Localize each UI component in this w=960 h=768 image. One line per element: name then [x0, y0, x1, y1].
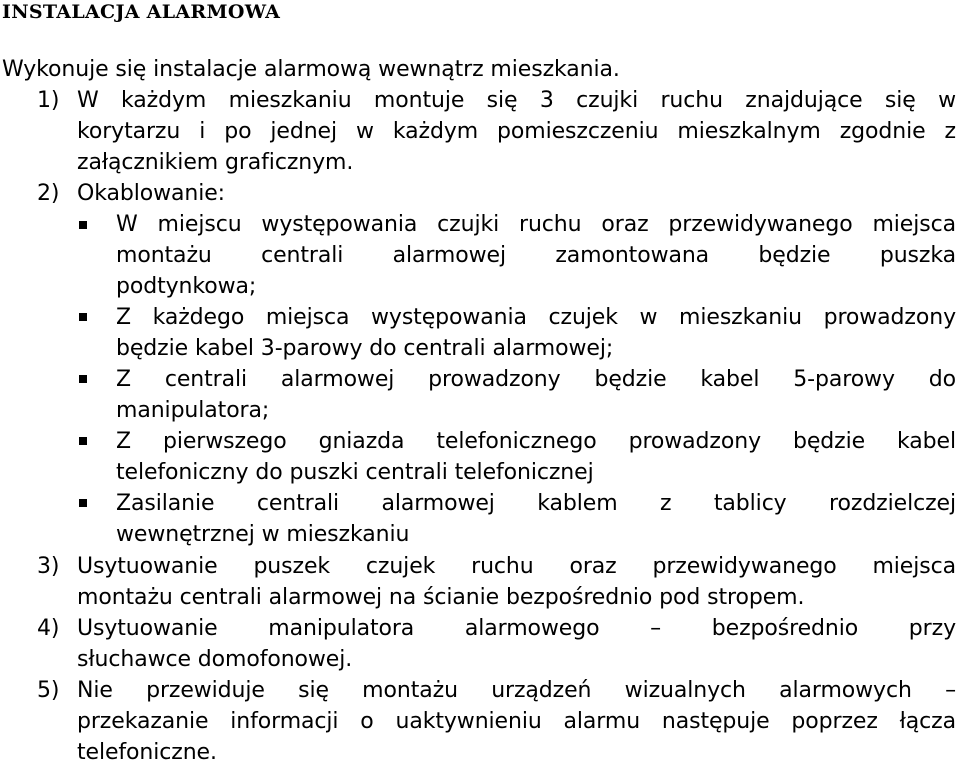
bullet3-line1: Z centrali alarmowej prowadzony będzie kabel 5-parowy do — [116, 367, 956, 392]
bullet1-line2: montażu centrali alarmowej zamontowana będzie puszka — [116, 243, 956, 268]
bullet2-line1: Z każdego miejsca występowania czujek w mieszkaniu prowadzony — [116, 305, 956, 330]
item3-number: 3) — [37, 554, 60, 579]
bullet1-line1: W miejscu występowania czujki ruchu oraz przewidywanego miejsca — [116, 212, 956, 237]
bullet-marker — [79, 375, 87, 383]
item4-line1: Usytuowanie manipulatora alarmowego – bezpośrednio przy — [77, 616, 956, 641]
item5-line1: Nie przewiduje się montażu urządzeń wizualnych alarmowych – — [77, 678, 956, 703]
item2-number: 2) — [37, 181, 60, 206]
item3-line2: montażu centrali alarmowej na ścianie bezpośrednio pod stropem. — [77, 585, 805, 610]
intro-text: Wykonuje się instalacje alarmową wewnątrz mieszkania. — [2, 57, 620, 82]
bullet-marker — [79, 437, 87, 445]
bullet-marker — [79, 221, 87, 229]
item1-line1: W każdym mieszkaniu montuje się 3 czujki ruchu znajdujące się w — [77, 88, 956, 113]
bullet-marker — [79, 499, 87, 507]
bullet5-line1: Zasilanie centrali alarmowej kablem z tablicy rozdzielczej — [116, 491, 956, 516]
bullet5-line2: wewnętrznej w mieszkaniu — [116, 522, 410, 547]
bullet-marker — [79, 313, 87, 321]
bullet4-line2: telefoniczny do puszki centrali telefonicznej — [116, 460, 594, 485]
item5-line2: przekazanie informacji o uaktywnieniu alarmu następuje poprzez łącza — [77, 709, 956, 734]
item1-line3: załącznikiem graficznym. — [77, 150, 354, 175]
bullet4-line1: Z pierwszego gniazda telefonicznego prowadzony będzie kabel — [116, 429, 956, 454]
bullet2-line2: będzie kabel 3-parowy do centrali alarmowej; — [116, 336, 614, 361]
bullet3-line2: manipulatora; — [116, 398, 270, 423]
item5-number: 5) — [37, 678, 60, 703]
document-heading: INSTALACJA ALARMOWA — [2, 1, 281, 23]
item4-number: 4) — [37, 616, 60, 641]
bullet1-line3: podtynkowa; — [116, 274, 257, 299]
item2-title: Okablowanie: — [77, 181, 225, 206]
item5-line3: telefoniczne. — [77, 740, 217, 765]
item1-line2: korytarzu i po jednej w każdym pomieszczeniu mieszkalnym zgodnie z — [77, 119, 956, 144]
item1-number: 1) — [37, 88, 60, 113]
item4-line2: słuchawce domofonowej. — [77, 647, 353, 672]
item3-line1: Usytuowanie puszek czujek ruchu oraz przewidywanego miejsca — [77, 554, 956, 579]
